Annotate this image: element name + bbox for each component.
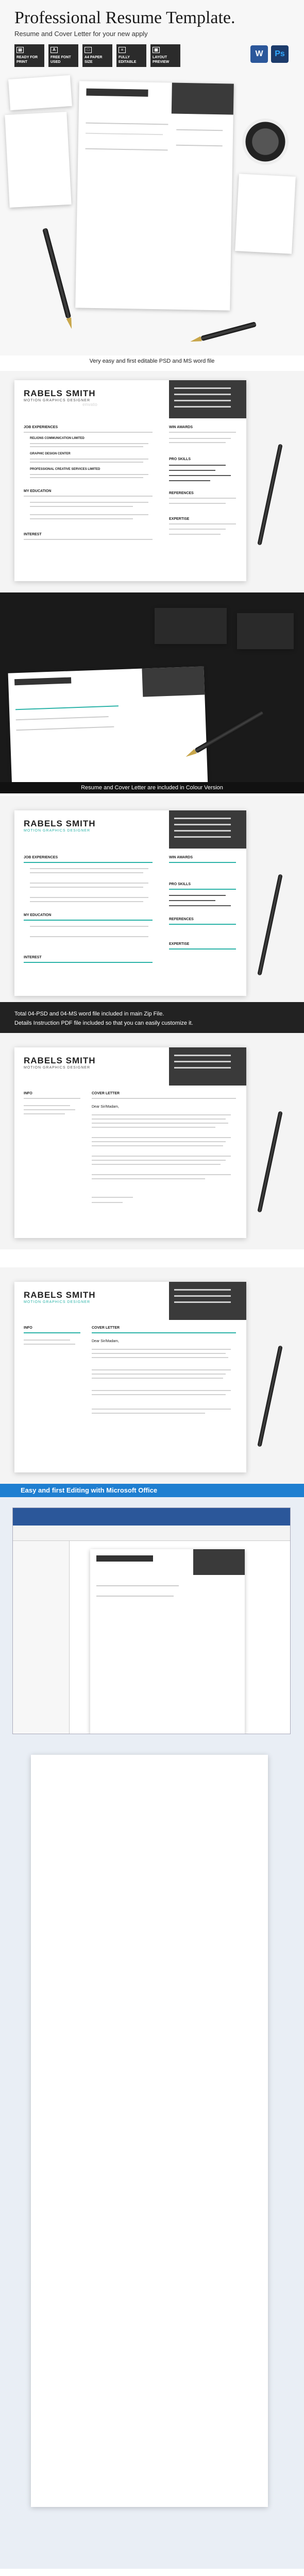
paper-icon: □ bbox=[85, 47, 92, 53]
mockup-resume-main bbox=[75, 81, 234, 310]
badge-paper: □ A4 PAPER SIZE bbox=[82, 44, 112, 67]
hero-title: Professional Resume Template. bbox=[14, 8, 235, 27]
colour-cover-name: RABELS SMITH bbox=[24, 1290, 96, 1300]
colour-section-education: MY EDUCATION bbox=[24, 913, 52, 917]
cover-role: MOTION GRAPHICS DESIGNER bbox=[24, 1066, 91, 1070]
section-win-awards: WIN AWARDS bbox=[169, 426, 193, 429]
colour-cover-role: MOTION GRAPHICS DESIGNER bbox=[24, 1300, 91, 1304]
mockup-card-left-2 bbox=[5, 112, 71, 208]
section-interest: INTEREST bbox=[24, 533, 42, 536]
hero-caption: Very easy and first editable PSD and MS word file bbox=[0, 355, 304, 367]
pencil-icon-2 bbox=[257, 874, 282, 975]
job-title-2: GRAPHIC DESIGN CENTER bbox=[30, 452, 71, 455]
resume-contact-header bbox=[169, 380, 246, 418]
dark-mockup-card-2 bbox=[237, 613, 294, 649]
colour-section-jobs: JOB EXPERIENCES bbox=[24, 856, 58, 859]
colour-cover-section bbox=[0, 1267, 304, 1484]
word-doc-page bbox=[90, 1549, 245, 1734]
watermark: envato bbox=[82, 402, 98, 407]
colour-version-caption: Resume and Cover Letter are included in Colour Version bbox=[0, 782, 304, 793]
colour-resume-header bbox=[169, 810, 246, 849]
font-icon: A bbox=[50, 47, 58, 53]
colour-resume-role: MOTION GRAPHICS DESIGNER bbox=[24, 829, 91, 833]
files-info-section bbox=[0, 1002, 304, 1033]
colour-cover-letter-heading: COVER LETTER bbox=[92, 1326, 120, 1330]
resume-name: RABELS SMITH bbox=[24, 388, 96, 398]
colour-cover-sheet bbox=[14, 1282, 246, 1472]
hero-subtitle: Resume and Cover Letter for your new apply bbox=[14, 30, 148, 38]
pen-icon-2 bbox=[190, 321, 257, 344]
section-references: REFERENCES bbox=[169, 492, 194, 495]
app-icons bbox=[250, 45, 289, 63]
resume-role: MOTION GRAPHICS DESIGNER bbox=[24, 399, 91, 402]
pencil-icon-3 bbox=[257, 1111, 282, 1212]
section-expertise: EXPERTISE bbox=[169, 517, 190, 521]
badge-font: A FREE FONT USED bbox=[48, 44, 78, 67]
print-icon: ▤ bbox=[16, 47, 24, 53]
mockup-envelope bbox=[235, 174, 296, 254]
cover-info-heading: INFO bbox=[24, 1092, 32, 1095]
resume-sheet bbox=[14, 380, 246, 581]
colour-resume-section bbox=[0, 796, 304, 1002]
colour-resume-name: RABELS SMITH bbox=[24, 819, 96, 828]
coffee-cup-icon bbox=[242, 118, 289, 165]
section-my-education: MY EDUCATION bbox=[24, 489, 52, 493]
section-job-experiences: JOB EXPERIENCES bbox=[24, 426, 58, 429]
cover-name: RABELS SMITH bbox=[24, 1056, 96, 1065]
colour-cover-greeting: Dear Sir/Madam, bbox=[92, 1340, 119, 1343]
badge-print: ▤ READY FOR PRINT bbox=[14, 44, 44, 67]
colour-section-interest: INTEREST bbox=[24, 956, 42, 959]
colour-cover-info-heading: INFO bbox=[24, 1326, 32, 1330]
office-section bbox=[0, 1497, 304, 2569]
mockup-card-left bbox=[8, 75, 72, 110]
colour-section-expertise: EXPERTISE bbox=[169, 942, 190, 946]
cover-header bbox=[169, 1047, 246, 1086]
colour-section-skills: PRO SKILLS bbox=[169, 883, 191, 886]
feature-badges bbox=[14, 44, 180, 67]
word-icon: W bbox=[250, 45, 268, 63]
cover-greeting: Dear Sir/Madam, bbox=[92, 1105, 119, 1109]
dark-mockup-section bbox=[0, 592, 304, 783]
badge-editable: ≡ FULLY EDITABLE bbox=[116, 44, 146, 67]
layout-icon: ▦ bbox=[153, 47, 160, 53]
colour-cover-header bbox=[169, 1282, 246, 1320]
dark-mockup-card bbox=[155, 608, 227, 644]
section-pro-skills: PRO SKILLS bbox=[169, 457, 191, 461]
footer-section bbox=[0, 2569, 304, 2576]
hero-section bbox=[0, 0, 304, 355]
resume-namebox bbox=[24, 388, 96, 402]
photoshop-icon: Ps bbox=[271, 45, 289, 63]
word-window bbox=[12, 1507, 291, 1734]
colour-resume-sheet bbox=[14, 810, 246, 996]
cover-letter-heading: COVER LETTER bbox=[92, 1092, 120, 1095]
pen-icon bbox=[42, 228, 74, 330]
layers-icon: ≡ bbox=[119, 47, 126, 53]
resume-preview-section bbox=[0, 371, 304, 592]
colour-section-awards: WIN AWARDS bbox=[169, 856, 193, 859]
cover-letter-sheet bbox=[14, 1047, 246, 1238]
office-resume-sheet bbox=[31, 1755, 268, 2507]
cover-letter-section bbox=[0, 1033, 304, 1249]
word-ribbon bbox=[13, 1508, 290, 1526]
pencil-icon bbox=[257, 444, 282, 545]
job-title-1: RELIONS COMMUNICATION LIMITED bbox=[30, 437, 85, 440]
files-info-line-2: Details Instruction PDF file included so that you can easily customize it. bbox=[14, 1020, 193, 1026]
pencil-icon-4 bbox=[257, 1345, 282, 1447]
job-title-3: PROFESSIONAL CREATIVE SERVICES LIMITED bbox=[30, 468, 100, 471]
office-banner: Easy and first Editing with Microsoft Office bbox=[0, 1484, 304, 1497]
colour-section-references: REFERENCES bbox=[169, 918, 194, 921]
files-info-line-1: Total 04-PSD and 04-MS word file included in main Zip File. bbox=[14, 1011, 164, 1017]
dark-mockup-resume bbox=[8, 666, 209, 783]
badge-layout: ▦ LAYOUT PREVIEW bbox=[150, 44, 180, 67]
